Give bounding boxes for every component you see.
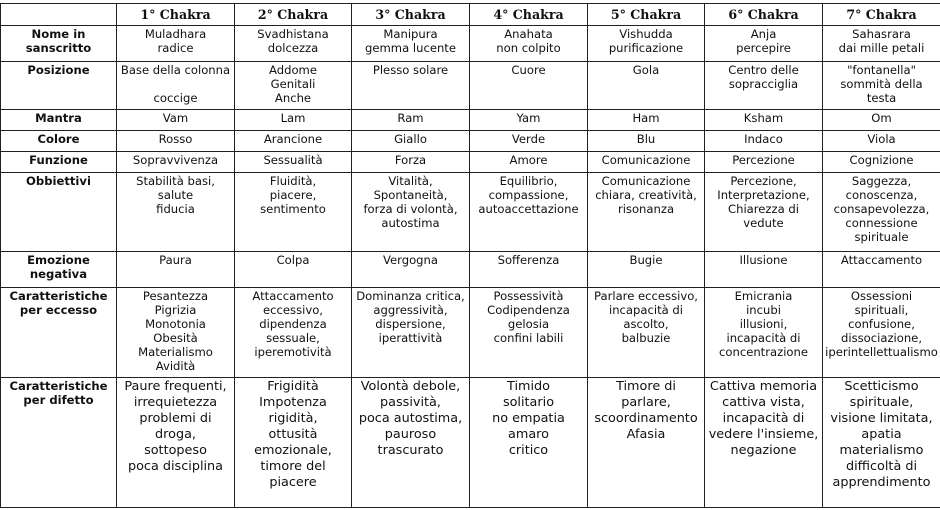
table-cell: Pesantezza Pigrizia Monotonia Obesità Materialismo Avidità (117, 288, 235, 378)
row-funzione (1, 152, 940, 173)
table-cell: Muladhara radice (117, 26, 235, 62)
row-label: Caratteristiche per eccesso (1, 288, 117, 378)
header-chakra-2: 2° Chakra (235, 4, 352, 26)
table-cell: Frigidità Impotenza rigidità, ottusità emozionale, timore del piacere (235, 378, 352, 508)
header-row (1, 4, 940, 26)
header-chakra-7: 7° Chakra (823, 4, 940, 26)
table-cell: Plesso solare (352, 62, 470, 110)
header-chakra-6: 6° Chakra (705, 4, 823, 26)
row-eccesso (1, 288, 940, 378)
header-chakra-4: 4° Chakra (470, 4, 588, 26)
table-cell: Attaccamento eccessivo, dipendenza sessuale, iperemotività (235, 288, 352, 378)
header-chakra-5: 5° Chakra (588, 4, 705, 26)
table-cell: Sofferenza (470, 252, 588, 288)
row-emozione-negativa (1, 252, 940, 288)
row-label: Obbiettivi (1, 173, 117, 252)
table-cell: Equilibrio, compassione, autoaccettazione (470, 173, 588, 252)
table-cell: Attaccamento (823, 252, 940, 288)
table-cell: Om (823, 110, 940, 131)
row-mantra (1, 110, 940, 131)
table-cell: Anja percepire (705, 26, 823, 62)
table-cell: Colpa (235, 252, 352, 288)
row-label: Nome in sanscritto (1, 26, 117, 62)
table-cell: Ksham (705, 110, 823, 131)
table-cell: "fontanella" sommità della testa (823, 62, 940, 110)
table-cell: Ossessioni spirituali, confusione, dissociazione, iperintellettualismo (823, 288, 940, 378)
table-cell: Comunicazione (588, 152, 705, 173)
table-cell: Sessualità (235, 152, 352, 173)
row-label: Funzione (1, 152, 117, 173)
table-cell: Ham (588, 110, 705, 131)
table-cell: Paura (117, 252, 235, 288)
table-cell: Bugie (588, 252, 705, 288)
table-cell: Yam (470, 110, 588, 131)
table-cell: Addome Genitali Anche (235, 62, 352, 110)
row-difetto (1, 378, 940, 508)
row-label: Mantra (1, 110, 117, 131)
table-cell: Manipura gemma lucente (352, 26, 470, 62)
table-cell: Vam (117, 110, 235, 131)
table-cell: Cuore (470, 62, 588, 110)
table-cell: Percezione, Interpretazione, Chiarezza di vedute (705, 173, 823, 252)
table-cell: Indaco (705, 131, 823, 152)
table-cell: Svadhistana dolcezza (235, 26, 352, 62)
chakra-table (0, 3, 940, 508)
row-posizione (1, 62, 940, 110)
table-cell: Anahata non colpito (470, 26, 588, 62)
table-cell: Possessività Codipendenza gelosia confini labili (470, 288, 588, 378)
table-cell: Comunicazione chiara, creatività, risonanza (588, 173, 705, 252)
header-chakra-3: 3° Chakra (352, 4, 470, 26)
table-cell: Blu (588, 131, 705, 152)
table-cell: Lam (235, 110, 352, 131)
row-nome-sanscritto (1, 26, 940, 62)
table-cell: Verde (470, 131, 588, 152)
table-cell: Scetticismo spirituale, visione limitata, apatia materialismo difficoltà di apprendimento (823, 378, 940, 508)
table-cell: Timido solitario no empatia amaro critico (470, 378, 588, 508)
row-label: Emozione negativa (1, 252, 117, 288)
table-cell: Giallo (352, 131, 470, 152)
table-cell: Viola (823, 131, 940, 152)
table-cell: Parlare eccessivo, incapacità di ascolto, balbuzie (588, 288, 705, 378)
row-colore (1, 131, 940, 152)
table-cell: Vitalità, Spontaneità, forza di volontà, autostima (352, 173, 470, 252)
table-cell: Vishudda purificazione (588, 26, 705, 62)
table-cell: Illusione (705, 252, 823, 288)
table-cell: Paure frequenti, irrequietezza problemi di droga, sottopeso poca disciplina (117, 378, 235, 508)
row-obbiettivi (1, 173, 940, 252)
table-cell: Gola (588, 62, 705, 110)
table-cell: Sopravvivenza (117, 152, 235, 173)
table-cell: Ram (352, 110, 470, 131)
table-cell: Emicrania incubi illusioni, incapacità di concentrazione (705, 288, 823, 378)
corner-cell (1, 4, 117, 26)
table-cell: Vergogna (352, 252, 470, 288)
row-label: Caratteristiche per difetto (1, 378, 117, 508)
header-chakra-1: 1° Chakra (117, 4, 235, 26)
table-cell: Cattiva memoria cattiva vista, incapacità di vedere l'insieme, negazione (705, 378, 823, 508)
table-cell: Percezione (705, 152, 823, 173)
table-cell: Volontà debole, passività, poca autostima, pauroso trascurato (352, 378, 470, 508)
table-cell: Saggezza, conoscenza, consapevolezza, connessione spirituale (823, 173, 940, 252)
table-cell: Timore di parlare, scoordinamento Afasia (588, 378, 705, 508)
table-cell: Arancione (235, 131, 352, 152)
table-cell: Dominanza critica, aggressività, dispersione, iperattività (352, 288, 470, 378)
row-label: Colore (1, 131, 117, 152)
table-cell: Forza (352, 152, 470, 173)
table-cell: Amore (470, 152, 588, 173)
table-cell: Centro delle sopracciglia (705, 62, 823, 110)
table-cell: Sahasrara dai mille petali (823, 26, 940, 62)
table-cell: Stabilità basi, salute fiducia (117, 173, 235, 252)
table-cell: Rosso (117, 131, 235, 152)
table-cell: Fluidità, piacere, sentimento (235, 173, 352, 252)
row-label: Posizione (1, 62, 117, 110)
table-cell: Cognizione (823, 152, 940, 173)
table-cell: Base della colonna coccige (117, 62, 235, 110)
